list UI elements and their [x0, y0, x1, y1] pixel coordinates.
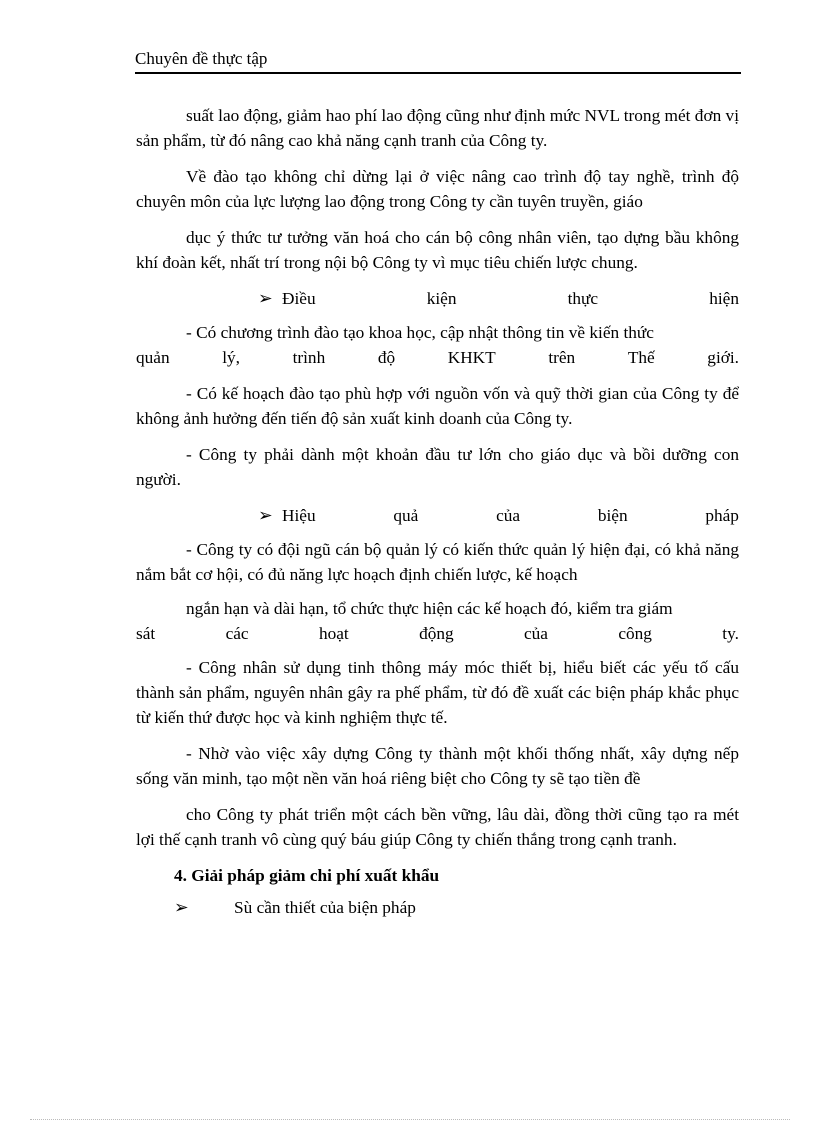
page-bottom-border	[30, 1119, 790, 1120]
heading-word: ➢ Hiệu	[258, 503, 316, 528]
heading-word: quả	[393, 506, 419, 525]
paragraph: - Có chương trình đào tạo khoa học, cập nhật thông tin về kiến thức	[186, 323, 654, 342]
bullet-text: Sù cần thiết của biện pháp	[234, 898, 416, 917]
paragraph: dục ý thức tư tưởng văn hoá cho cán bộ công nhân viên, tạo dựng bầu không khí đoàn kết, nhất trí trong nội bộ Công ty vì mục tiêu chiến lược chung.	[136, 228, 739, 272]
page-header	[135, 46, 741, 74]
paragraph: - Công ty phải dành một khoản đầu tư lớn cho giáo dục và bồi dưỡng con người.	[136, 445, 739, 489]
paragraph: - Công ty có đội ngũ cán bộ quản lý có kiến thức quản lý hiện đại, có khả năng nắm bắt cơ hội, có đủ năng lực hoạch định chiến lược, kế hoạch	[136, 540, 739, 584]
arrow-bullet-icon: ➢	[258, 289, 273, 308]
paragraph: suất lao động, giảm hao phí lao động cũng như định mức NVL trong mét đơn vị sản phẩm, từ đó nâng cao khả năng cạnh tranh của Công ty.	[136, 106, 739, 150]
document-body	[136, 103, 739, 920]
paragraph: - Có kế hoạch đào tạo phù hợp với nguồn vốn và quỹ thời gian của Công ty để không ảnh hưởng đến tiến độ sản xuất kinh doanh của Công ty.	[136, 384, 739, 428]
section-heading: 4. Giải pháp giảm chi phí xuất khẩu	[174, 866, 440, 885]
arrow-bullet-icon: ➢	[174, 898, 189, 917]
paragraph: ngắn hạn và dài hạn, tổ chức thực hiện các kế hoạch đó, kiểm tra giám	[186, 599, 673, 618]
bullet-item	[136, 895, 739, 920]
justified-line: sát các hoạt động của công ty.	[136, 624, 739, 643]
heading-word: kiện	[426, 289, 457, 308]
paragraph: cho Công ty phát triển một cách bền vững, lâu dài, đồng thời cũng tạo ra mét lợi thế cạnh tranh vô cùng quý báu giúp Công ty chiến thắng trong cạnh tranh.	[136, 805, 739, 849]
paragraph: - Công nhân sử dụng tinh thông máy móc thiết bị, hiểu biết các yếu tố cấu thành sản phẩm, nguyên nhân gây ra phế phẩm, từ đó đề xuất các biện pháp khắc phục từ kiến thứ được học và kinh nghiệm thực tế.	[136, 658, 739, 727]
subheading-conditions	[136, 286, 739, 311]
header-title: Chuyên đề thực tập	[135, 49, 268, 68]
heading-word: ➢ Điều	[258, 286, 316, 311]
heading-word: pháp	[705, 506, 739, 525]
paragraph: Về đào tạo không chỉ dừng lại ở việc nâng cao trình độ tay nghề, trình độ chuyên môn của lực lượng lao động trong Công ty cần tuyên truyền, giáo	[136, 167, 739, 211]
arrow-bullet-icon: ➢	[258, 506, 273, 525]
heading-word: thực	[567, 289, 599, 308]
heading-word: hiện	[709, 289, 739, 308]
subheading-effects	[136, 503, 739, 528]
justified-line: quản lý, trình độ KHKT trên Thế giới.	[136, 348, 739, 367]
paragraph: - Nhờ vào việc xây dựng Công ty thành một khối thống nhất, xây dựng nếp sống văn minh, tạo một nền văn hoá riêng biệt cho Công ty sẽ tạo tiền đề	[136, 744, 739, 788]
heading-word: biện	[597, 506, 628, 525]
heading-word: của	[496, 506, 521, 525]
